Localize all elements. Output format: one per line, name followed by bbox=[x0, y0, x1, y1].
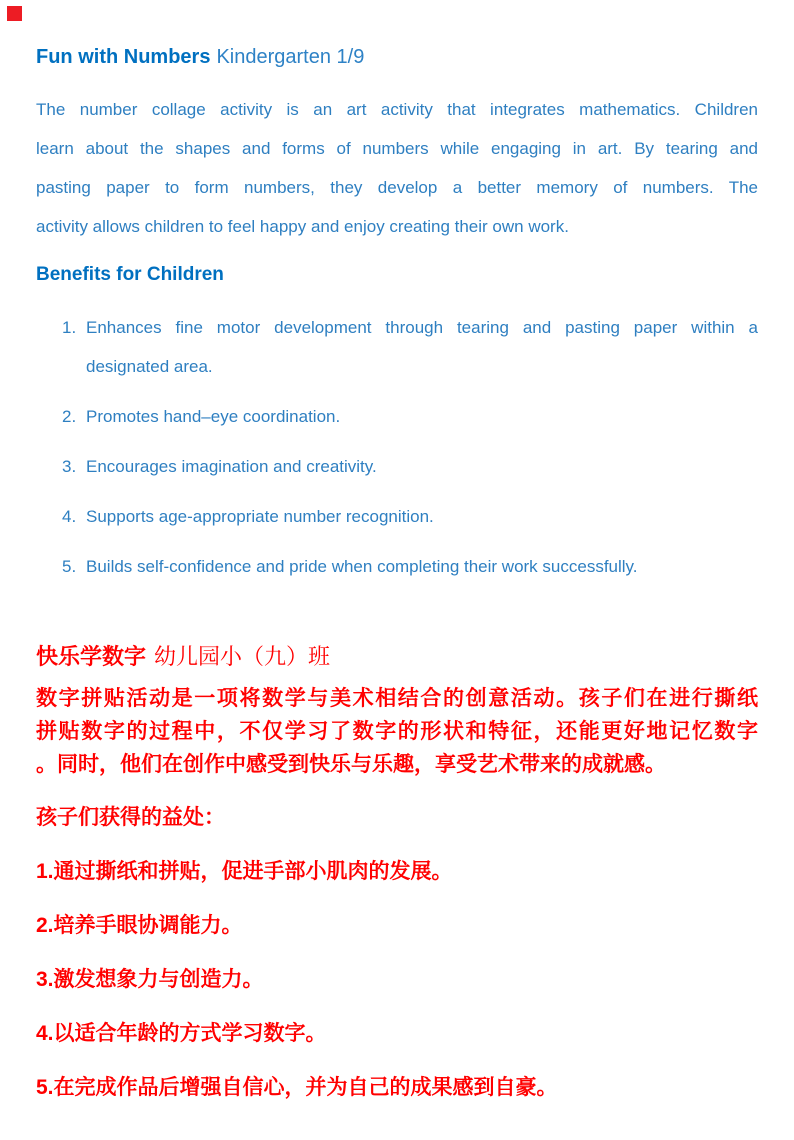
list-item bbox=[36, 547, 758, 586]
list-item-text bbox=[86, 547, 758, 586]
text-line: Supports age-appropriate number recognition. bbox=[86, 507, 434, 526]
list-item bbox=[36, 497, 758, 536]
chinese-title-main: 快乐学数字 bbox=[36, 644, 147, 669]
text-line: Enhances fine motor development through tearing and pasting paper within a bbox=[86, 318, 758, 337]
chinese-benefits-list bbox=[36, 855, 758, 1104]
english-title-sub: Kindergarten 1/9 bbox=[216, 46, 365, 68]
list-item-number: 4. bbox=[62, 507, 77, 526]
chinese-title-sub: 幼儿园小（九）班 bbox=[154, 644, 331, 669]
list-item-text bbox=[86, 308, 758, 386]
list-item-number: 1. bbox=[62, 318, 77, 337]
list-item: 2.培养手眼协调能力。 bbox=[36, 914, 243, 937]
english-title bbox=[36, 44, 758, 70]
list-item bbox=[36, 308, 758, 386]
text-line: pasting paper to form numbers, they develop a better memory of numbers. The bbox=[36, 178, 758, 197]
english-intro-paragraph bbox=[36, 90, 758, 246]
list-item: 1.通过撕纸和拼贴，促进手部小肌肉的发展。 bbox=[36, 860, 453, 883]
text-line: 拼贴数字的过程中，不仅学习了数字的形状和特征，还能更好地记忆数字 bbox=[36, 720, 758, 743]
text-line: The number collage activity is an art activity that integrates mathematics. Children bbox=[36, 100, 758, 119]
list-item-text bbox=[86, 447, 758, 486]
english-title-main: Fun with Numbers bbox=[36, 46, 211, 68]
list-item: 5.在完成作品后增强自信心，并为自己的成果感到自豪。 bbox=[36, 1076, 558, 1099]
list-item: 4.以适合年龄的方式学习数字。 bbox=[36, 1022, 327, 1045]
list-item-number: 3. bbox=[62, 457, 77, 476]
english-benefits-list bbox=[36, 308, 758, 586]
text-line: designated area. bbox=[86, 357, 213, 376]
red-square-marker bbox=[7, 6, 22, 21]
chinese-title bbox=[36, 642, 758, 672]
text-line: learn about the shapes and forms of numbers while engaging in art. By tearing and bbox=[36, 139, 758, 158]
text-line: Builds self-confidence and pride when completing their work successfully. bbox=[86, 557, 638, 576]
list-item bbox=[36, 397, 758, 436]
list-item-number: 5. bbox=[62, 557, 77, 576]
text-line: Encourages imagination and creativity. bbox=[86, 457, 377, 476]
list-item-text bbox=[86, 397, 758, 436]
text-line: Promotes hand–eye coordination. bbox=[86, 407, 341, 426]
chinese-intro-paragraph bbox=[36, 682, 758, 781]
text-line: 。同时，他们在创作中感受到快乐与乐趣，享受艺术带来的成就感。 bbox=[36, 753, 666, 776]
list-item-text bbox=[86, 497, 758, 536]
list-item-number: 2. bbox=[62, 407, 77, 426]
text-line: 数字拼贴活动是一项将数学与美术相结合的创意活动。孩子们在进行撕纸 bbox=[36, 687, 758, 710]
list-item bbox=[36, 447, 758, 486]
text-line: activity allows children to feel happy and enjoy creating their own work. bbox=[36, 217, 569, 236]
english-benefits-heading: Benefits for Children bbox=[36, 264, 224, 285]
list-item: 3.激发想象力与创造力。 bbox=[36, 968, 264, 991]
chinese-benefits-heading: 孩子们获得的益处： bbox=[36, 806, 225, 829]
